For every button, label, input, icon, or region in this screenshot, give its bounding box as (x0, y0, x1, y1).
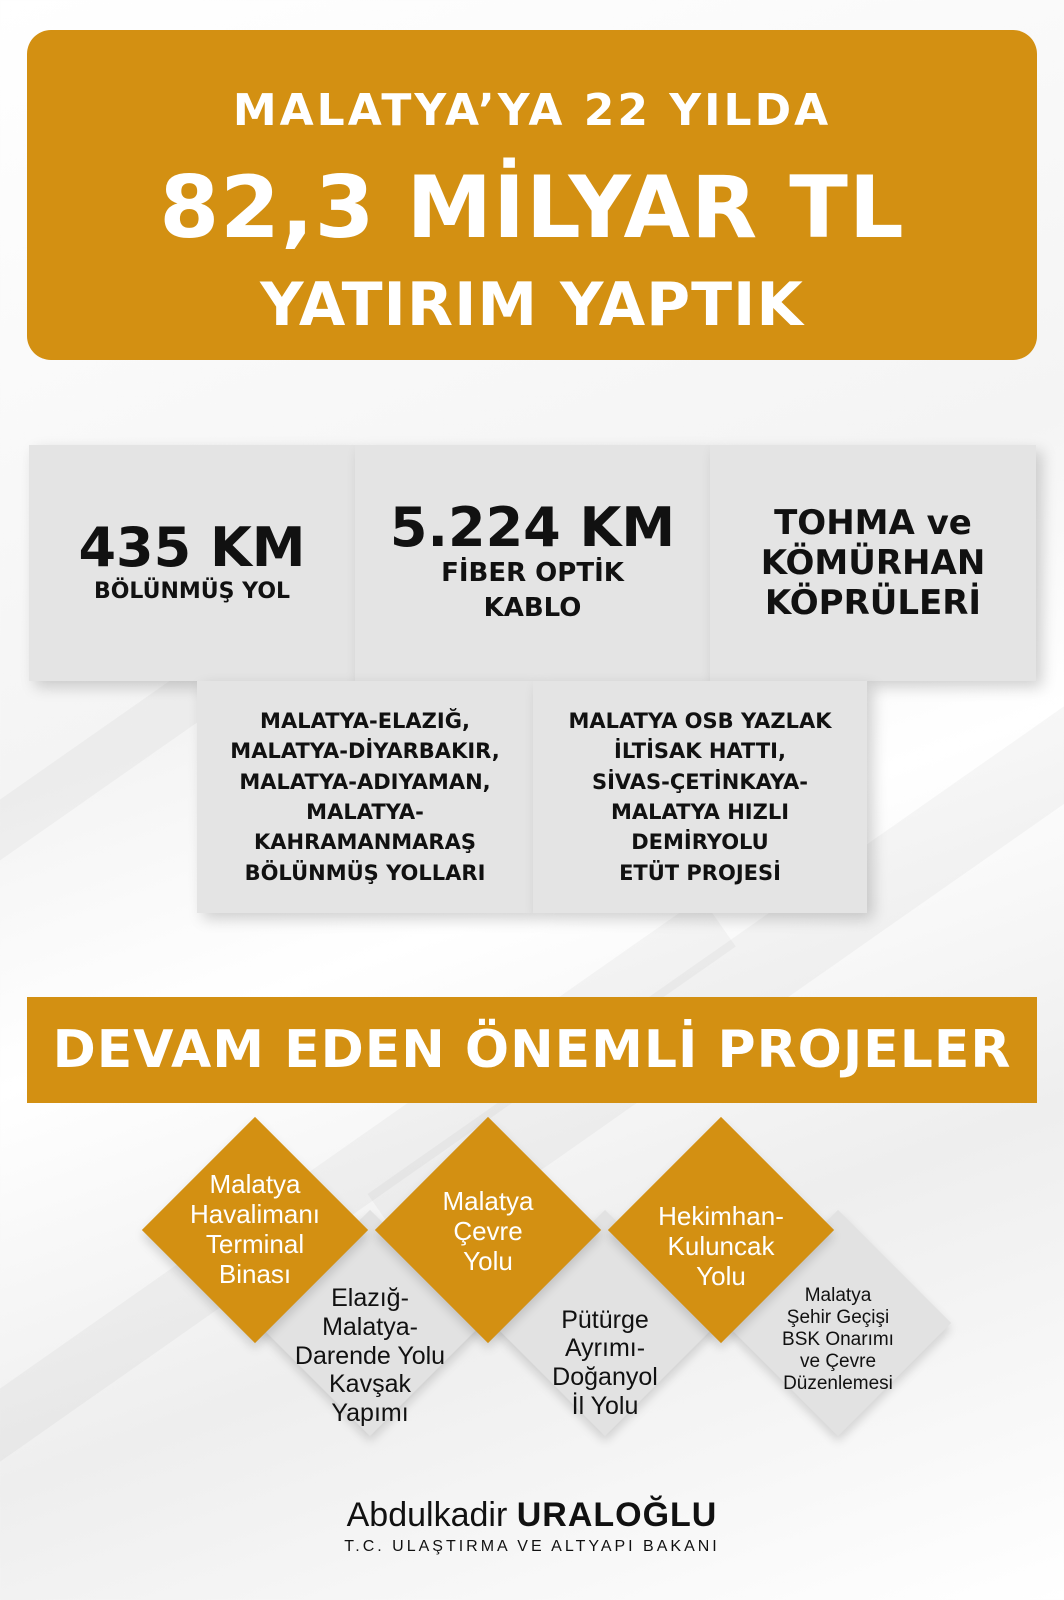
stat-railway-list (533, 681, 867, 913)
stat-label: KÖMÜRHAN (760, 542, 986, 583)
stat-label: KABLO (483, 593, 582, 624)
project-line: BSK Onarımı (782, 1329, 894, 1351)
header-subtitle: MALATYA’YA 22 YILDA (232, 85, 832, 136)
section-banner: DEVAM EDEN ÖNEMLİ PROJELER (27, 997, 1037, 1103)
header-amount: 82,3 MİLYAR TL (159, 158, 905, 258)
stat-label: KAHRAMANMARAŞ (254, 830, 476, 855)
header-panel (27, 30, 1037, 360)
minister-name (0, 1496, 1064, 1535)
stat-bridges (710, 445, 1036, 681)
project-line: İl Yolu (571, 1391, 639, 1420)
project-line: Terminal (205, 1229, 305, 1259)
minister-title: T.C. ULAŞTIRMA VE ALTYAPI BAKANI (344, 1538, 720, 1555)
project-line: Doğanyol (552, 1363, 658, 1391)
minister-last-name: URALOĞLU (516, 1496, 718, 1534)
stat-value: 435 KM (78, 515, 306, 579)
project-line: Yolu (463, 1245, 513, 1276)
project-line: Şehir Geçişi (786, 1307, 890, 1329)
project-line: Düzenlemesi (783, 1372, 893, 1394)
project-line: Elazığ- (331, 1284, 409, 1313)
project-line: Malatya (442, 1186, 534, 1217)
project-line: Pütürge (561, 1305, 649, 1334)
stat-label: ETÜT PROJESİ (619, 860, 781, 885)
stat-label: KÖPRÜLERİ (764, 583, 982, 624)
project-line: Yolu (696, 1260, 746, 1291)
project-line: Malatya (209, 1169, 301, 1200)
project-city-crossing (743, 1265, 933, 1415)
stat-divided-road (29, 445, 355, 681)
stat-fiber-optic (355, 445, 710, 681)
project-line: Malatya (804, 1285, 872, 1307)
stat-label: MALATYA-DİYARBAKIR, (230, 739, 500, 764)
project-airport-terminal (155, 1170, 355, 1290)
stat-value: 5.224 KM (389, 495, 676, 559)
project-line: Darende Yolu (294, 1341, 446, 1370)
stat-label: MALATYA-ADIYAMAN, (239, 769, 491, 794)
stat-label: FİBER OPTİK (441, 558, 624, 589)
project-line: Havalimanı (189, 1199, 321, 1230)
project-line: Malatya- (322, 1312, 418, 1341)
stat-label: BÖLÜNMÜŞ YOLLARI (244, 860, 486, 885)
minister-first-name: Abdulkadir (346, 1496, 508, 1534)
stat-label: SİVAS-ÇETİNKAYA- (591, 769, 808, 794)
project-junction (275, 1281, 465, 1431)
header-tagline: YATIRIM YAPTIK (260, 270, 804, 340)
project-line: Kuluncak (667, 1231, 775, 1262)
stat-label: TOHMA ve (774, 502, 972, 543)
project-line: Binası (218, 1258, 292, 1289)
project-line: Hekimhan- (658, 1201, 784, 1232)
project-puturge-road (510, 1288, 700, 1438)
stat-label: DEMİRYOLU (631, 830, 769, 855)
project-line: Çevre (453, 1216, 523, 1247)
stat-divided-roads-list (197, 681, 533, 913)
project-line: Kavşak (329, 1370, 411, 1399)
stat-label: MALATYA- (306, 800, 424, 824)
stat-label: MALATYA HIZLI (610, 800, 790, 824)
stat-label: İLTİSAK HATTI, (614, 739, 786, 764)
stat-label: MALATYA-ELAZIĞ, (260, 708, 470, 733)
project-line: Ayrımı- (564, 1334, 646, 1363)
stat-label: MALATYA OSB YAZLAK (568, 708, 832, 733)
project-ring-road (388, 1172, 588, 1292)
project-line: ve Çevre (799, 1350, 877, 1372)
project-line: Yapımı (331, 1399, 409, 1428)
stat-label: BÖLÜNMÜŞ YOL (93, 578, 291, 604)
